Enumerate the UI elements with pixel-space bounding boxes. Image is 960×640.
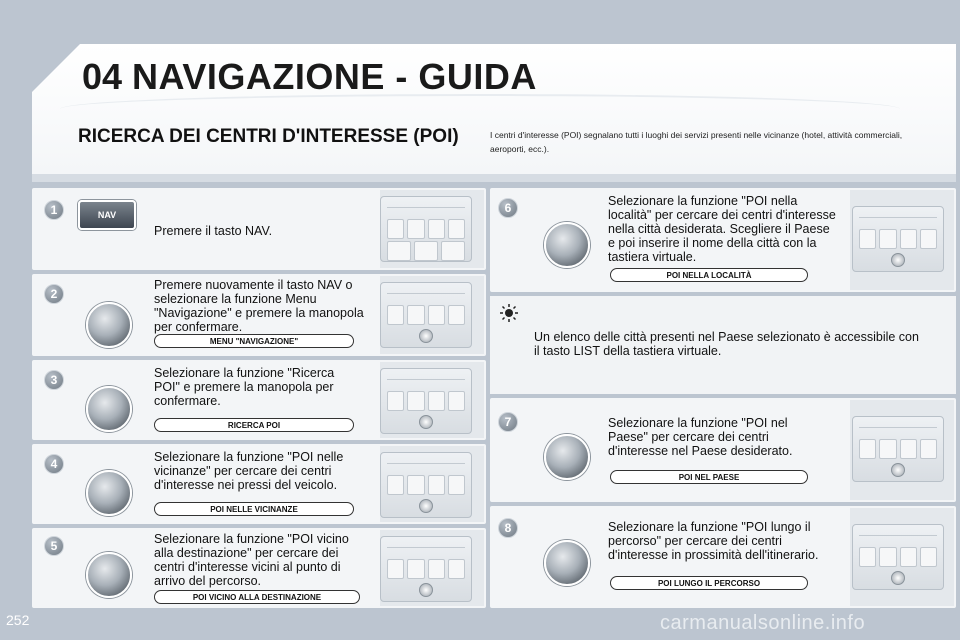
rotary-knob-icon — [544, 434, 590, 480]
radio-console-icon — [380, 368, 472, 434]
menu-label: MENU "NAVIGAZIONE" — [154, 334, 354, 348]
radio-console-icon — [380, 536, 472, 602]
intro-text: I centri d'interesse (POI) segnalano tutti i luoghi dei servizi presenti nelle vicinanze (hotel, attività commerciali, aeroporti, ecc.). — [490, 130, 903, 154]
rotary-knob-icon — [86, 470, 132, 516]
step-number-badge: 2 — [44, 284, 64, 304]
radio-console-icon — [380, 452, 472, 518]
step-number-badge: 1 — [44, 200, 64, 220]
rotary-knob-icon — [86, 386, 132, 432]
menu-label: POI LUNGO IL PERCORSO — [610, 576, 808, 590]
step-number-badge: 6 — [498, 198, 518, 218]
chapter-title: NAVIGAZIONE - GUIDA — [132, 56, 537, 97]
step-3 — [32, 360, 486, 440]
radio-console-icon — [852, 416, 944, 482]
radio-console-icon — [380, 196, 472, 262]
step-number-badge: 4 — [44, 454, 64, 474]
step-8 — [490, 506, 956, 608]
step-text: Premere il tasto NAV. — [154, 224, 273, 238]
rotary-knob-icon — [86, 552, 132, 598]
rotary-knob-icon — [544, 222, 590, 268]
radio-console-icon — [852, 206, 944, 272]
step-text: Selezionare la funzione "POI lungo il percorso" per cercare dei centri d'interesse in prossimità dell'itinerario. — [608, 520, 819, 562]
step-1 — [32, 188, 486, 270]
header-band — [32, 174, 956, 182]
step-number-badge: 8 — [498, 518, 518, 538]
step-text: Selezionare la funzione "POI nelle vicinanze" per cercare dei centri d'interesse nei pressi del veicolo. — [154, 450, 344, 492]
step-7 — [490, 398, 956, 502]
chapter-number: 04 — [82, 56, 123, 97]
header-decoration — [60, 94, 900, 124]
section-title: RICERCA DEI CENTRI D'INTERESSE (POI) — [78, 126, 459, 147]
step-text: Selezionare la funzione "Ricerca POI" e premere la manopola per confermare. — [154, 366, 335, 408]
step-text: Selezionare la funzione "POI nel Paese" per cercare dei centri d'interesse nel Paese desiderato. — [608, 416, 793, 458]
menu-label: POI NELLA LOCALITÀ — [610, 268, 808, 282]
step-number-badge: 5 — [44, 536, 64, 556]
sun-icon — [500, 304, 518, 322]
step-number-badge: 3 — [44, 370, 64, 390]
rotary-knob-icon — [544, 540, 590, 586]
step-5 — [32, 528, 486, 608]
watermark: carmanualsonline.info — [660, 612, 866, 634]
step-text: Selezionare la funzione "POI nella località" per cercare dei centri d'interesse nella città desiderata. Scegliere il Paese e poi inserire il nome della città con la tastiera virtuale. — [608, 194, 836, 264]
nav-button-icon: NAV — [78, 200, 136, 230]
step-4 — [32, 444, 486, 524]
note-text: Un elenco delle città presenti nel Paese selezionato è accessibile con il tasto LIST della tastiera virtuale. — [534, 330, 919, 358]
step-6 — [490, 188, 956, 292]
rotary-knob-icon — [86, 302, 132, 348]
step-2 — [32, 274, 486, 356]
menu-label: POI NEL PAESE — [610, 470, 808, 484]
radio-console-icon — [380, 282, 472, 348]
radio-console-icon — [852, 524, 944, 590]
page-number: 252 — [6, 612, 30, 628]
menu-label: POI NELLE VICINANZE — [154, 502, 354, 516]
step-text: Premere nuovamente il tasto NAV o selezionare la funzione Menu "Navigazione" e premere la manopola per confermare. — [154, 278, 364, 334]
step-number-badge: 7 — [498, 412, 518, 432]
step-text: Selezionare la funzione "POI vicino alla destinazione" per cercare dei centri d'interesse vicini al punto di arrivo del percorso. — [154, 532, 349, 588]
menu-label: RICERCA POI — [154, 418, 354, 432]
menu-label: POI VICINO ALLA DESTINAZIONE — [154, 590, 360, 604]
